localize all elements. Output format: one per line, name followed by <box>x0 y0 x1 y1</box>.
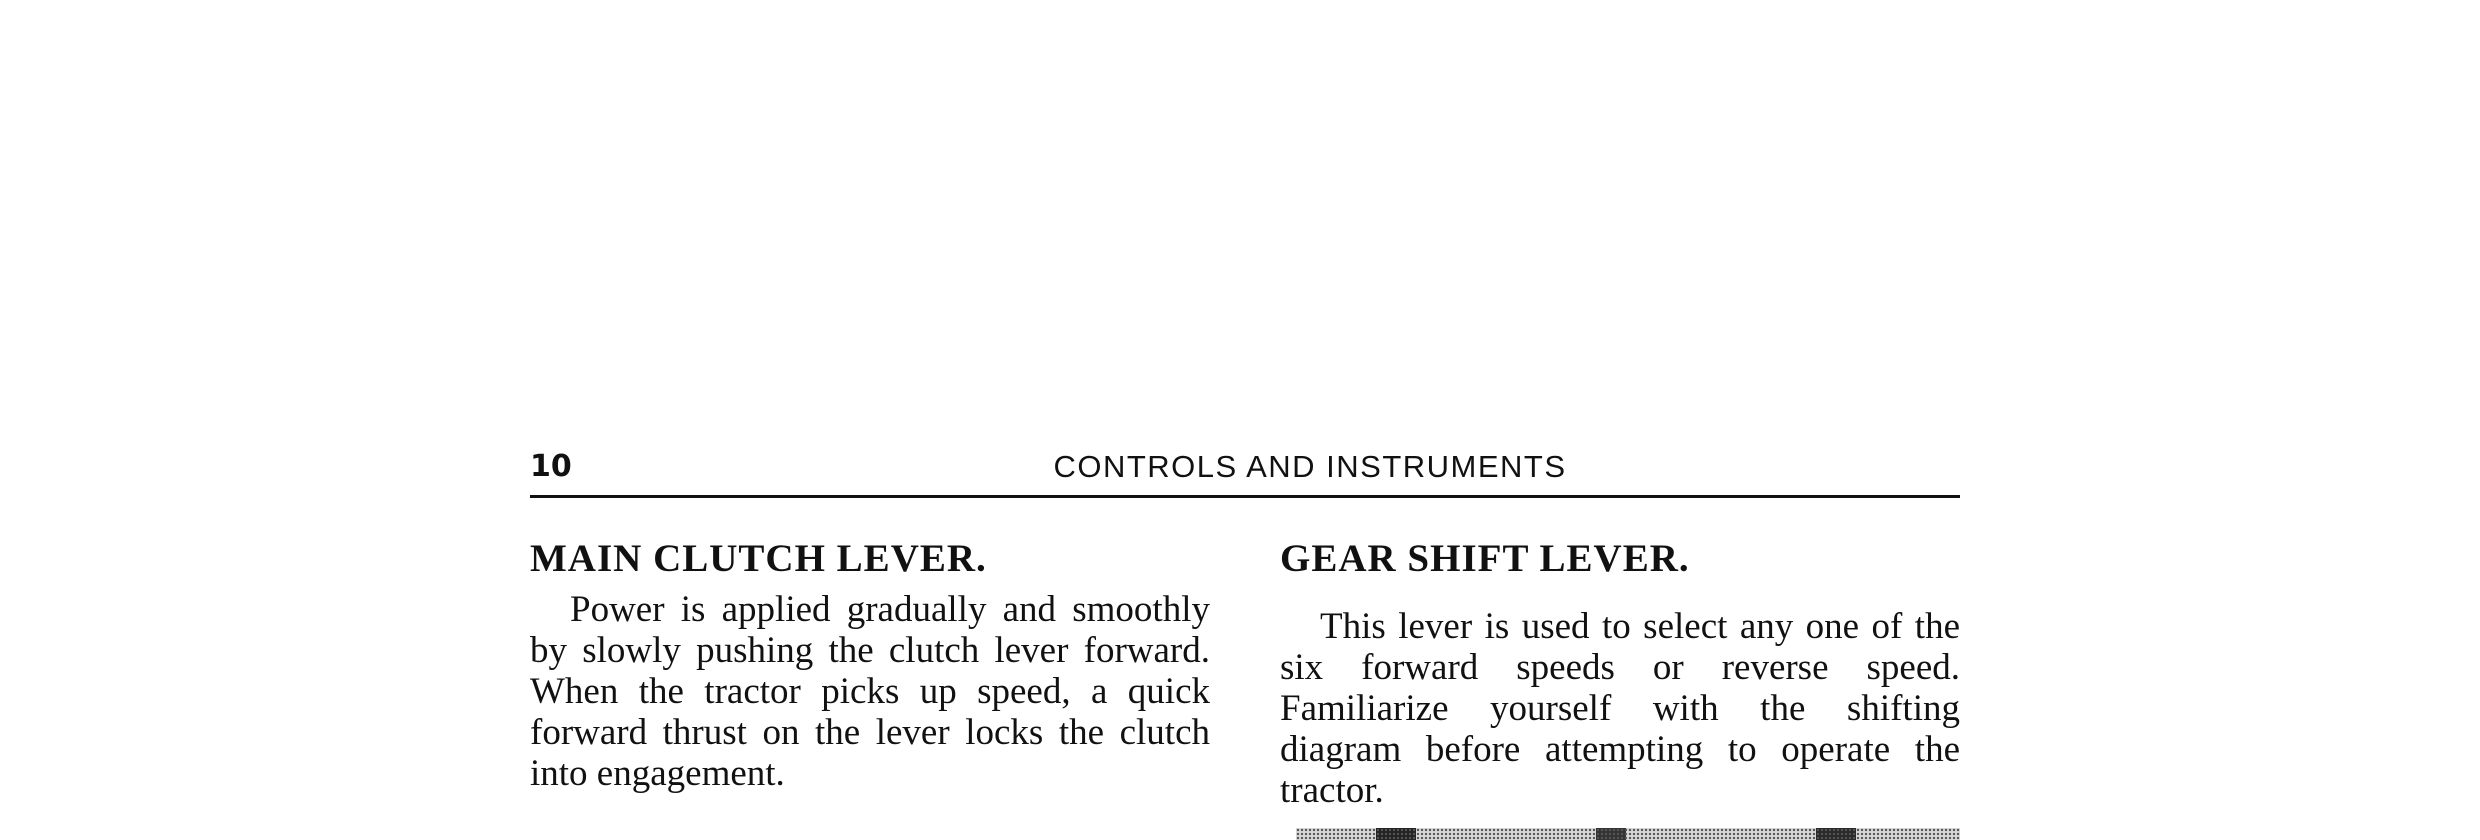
section-gear-shift-lever <box>1280 535 1960 811</box>
section-main-clutch-lever <box>530 535 1210 794</box>
section-body: This lever is used to select any one of the six forward speeds or reverse speed. Familiarize yourself with the shifting diagram before attempting to operate the tractor. <box>1280 606 1960 811</box>
section-body: Power is applied gradually and smoothly by slowly pushing the clutch lever forward. When the tractor picks up speed, a quick forward thrust on the lever locks the clutch into engagement. <box>530 589 1210 794</box>
page-number: 10 <box>530 449 572 484</box>
header-title: CONTROLS AND INSTRUMENTS <box>1053 449 1567 484</box>
running-header <box>530 445 1960 498</box>
section-heading: MAIN CLUTCH LEVER. <box>530 537 987 580</box>
halftone-photo <box>1296 828 1960 840</box>
section-heading: GEAR SHIFT LEVER. <box>1280 537 1690 580</box>
